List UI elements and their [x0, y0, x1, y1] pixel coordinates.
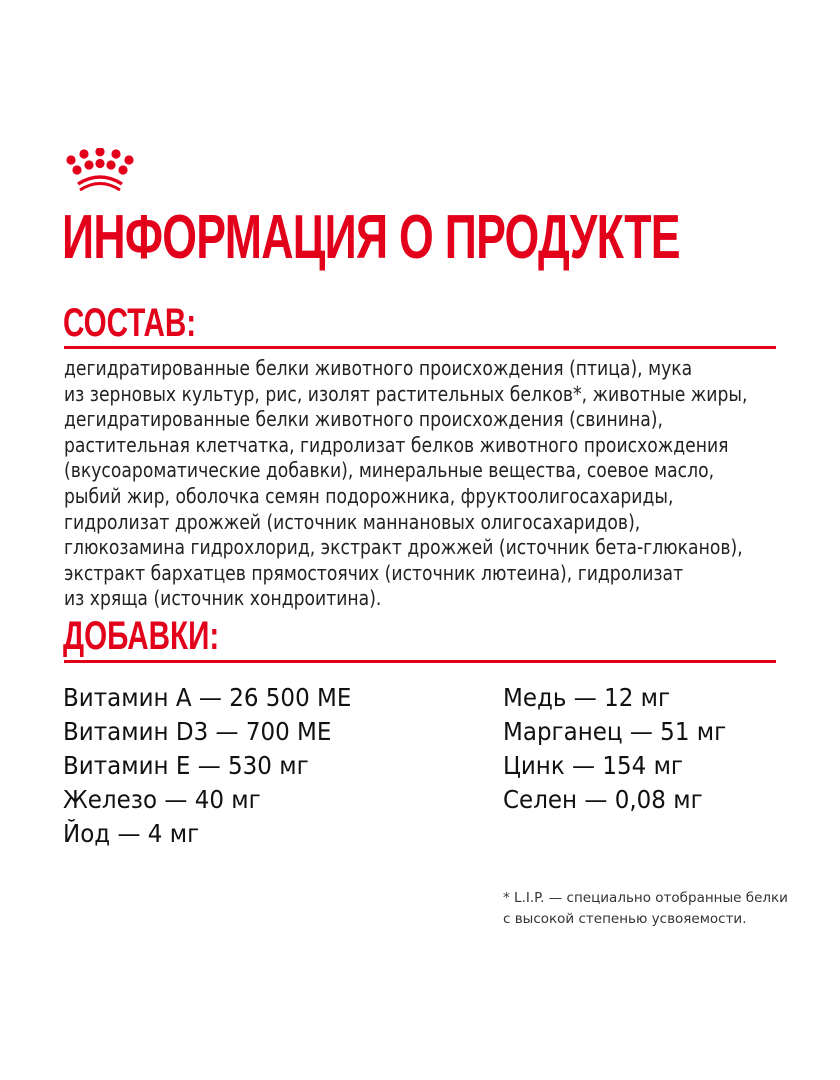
footnote	[503, 888, 788, 930]
composition-line: дегидратированные белки животного происхождения (свинина),	[64, 407, 663, 432]
additive-item: Марганец — 51 мг	[503, 717, 727, 746]
additive-item: Витамин A — 26 500 МЕ	[63, 683, 352, 712]
composition-line: из зерновых культур, рис, изолят растительных белков*, животные жиры,	[64, 381, 748, 406]
crown-logo-icon	[64, 148, 138, 194]
additive-item: Железо — 40 мг	[63, 785, 261, 814]
footnote-line: с высокой степенью усвояемости.	[503, 911, 747, 927]
composition-line: (вкусоароматические добавки), минеральные вещества, соевое масло,	[64, 458, 715, 483]
additive-item: Селен — 0,08 мг	[503, 785, 703, 814]
additive-item: Йод — 4 мг	[63, 819, 200, 848]
additives-heading: ДОБАВКИ:	[63, 614, 220, 658]
composition-line: растительная клетчатка, гидролизат белков животного происхождения	[64, 432, 729, 457]
footnote-line: * L.I.P. — специально отобранные белки	[503, 890, 788, 906]
additives-list-right	[503, 681, 746, 817]
additive-item: Витамин E — 530 мг	[63, 751, 309, 780]
page-title: ИНФОРМАЦИЯ О ПРОДУКТЕ	[62, 203, 680, 272]
composition-divider	[64, 346, 776, 349]
additives-divider	[64, 660, 776, 663]
composition-line: из хряща (источник хондроитина).	[64, 586, 382, 611]
composition-line: экстракт бархатцев прямостоячих (источник лютеина), гидролизат	[64, 560, 684, 585]
additives-list-left	[63, 681, 376, 851]
composition-line: глюкозамина гидрохлорид, экстракт дрожжей (источник бета-глюканов),	[64, 535, 743, 560]
composition-text	[64, 356, 804, 612]
composition-line: рыбий жир, оболочка семян подорожника, фруктоолигосахариды,	[64, 483, 674, 508]
composition-heading: СОСТАВ:	[63, 301, 197, 345]
additive-item: Цинк — 154 мг	[503, 751, 684, 780]
composition-line: гидролизат дрожжей (источник маннановых олигосахаридов),	[64, 509, 641, 534]
composition-line: дегидратированные белки животного происхождения (птица), мука	[64, 356, 693, 380]
additive-item: Витамин D3 — 700 МЕ	[63, 717, 332, 746]
additive-item: Медь — 12 мг	[503, 683, 671, 712]
